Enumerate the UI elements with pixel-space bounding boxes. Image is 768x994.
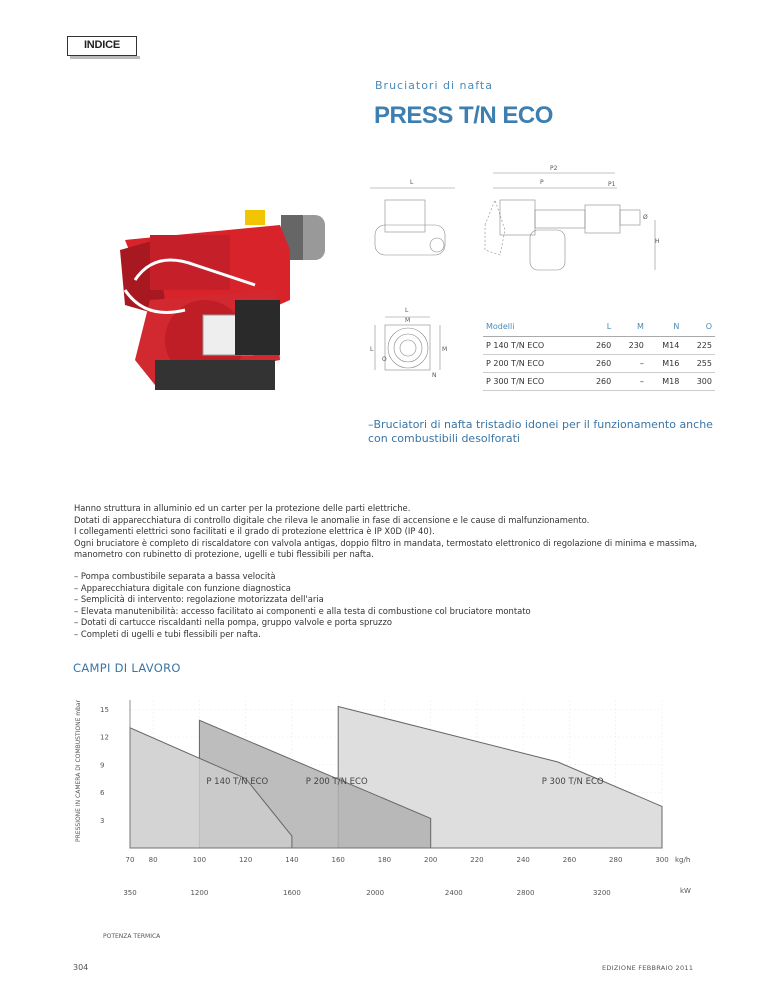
- dim-label-p2: P2: [550, 165, 558, 172]
- y-tick-label: 15: [100, 705, 109, 714]
- front-label-l-side: L: [370, 346, 374, 353]
- col-header-l: L: [582, 318, 615, 337]
- side-dimension-drawing: [355, 165, 675, 280]
- col-header-n: N: [647, 318, 682, 337]
- description-paragraph: I collegamenti elettrici sono facilitati e il grado di protezione elettrica è IP X0D (IP 40).: [74, 526, 435, 536]
- table-row: P 300 T/N ECO 260 – M18 300: [483, 373, 715, 391]
- x-tick-label: 280: [609, 856, 623, 864]
- y-tick-label: 12: [100, 733, 109, 742]
- description-paragraph: Ogni bruciatore è completo di riscaldatore con valvola antigas, doppio filtro in mandata, termostato elettronico di regolazione di minima e massima, manometro con rubinetto di protezione, ugelli e tubi flessibili per nafta.: [74, 537, 698, 559]
- table-row: P 140 T/N ECO 260 230 M14 225: [483, 337, 715, 355]
- front-label-l: L: [405, 307, 409, 314]
- dim-label-diam: Ø: [643, 214, 648, 221]
- burner-photo: [95, 190, 345, 415]
- x-secondary-unit-label: kW: [680, 887, 691, 895]
- x-tick-label: 80: [148, 856, 158, 864]
- list-item: – Elevata manutenibilità: accesso facilitato ai componenti e alla testa di combustione col bruciatore montato: [74, 606, 724, 618]
- dim-label-h: H: [655, 238, 660, 245]
- col-header-o: O: [682, 318, 715, 337]
- x-tick-label: 260: [562, 856, 577, 864]
- series-label: P 300 T/N ECO: [541, 777, 604, 788]
- models-table: [483, 318, 715, 391]
- list-item: – Pompa combustibile separata a bassa velocità: [74, 571, 724, 583]
- x-tick-label: 180: [377, 856, 392, 864]
- front-label-m-side: M: [442, 346, 448, 353]
- kw-tick-label: 2400: [444, 889, 463, 897]
- x-tick-label: 100: [192, 856, 207, 864]
- front-label-n: N: [432, 372, 437, 379]
- tagline: –Bruciatori di nafta tristadio idonei per il funzionamento anche con combustibili desolforati: [368, 418, 713, 445]
- x-tick-label: 140: [285, 856, 299, 864]
- description-paragraph: Dotati di apparecchiatura di controllo digitale che rileva le anomalie in fase di accensione e le cause di malfunzionamento.: [74, 514, 590, 525]
- dim-label-l: L: [410, 179, 414, 186]
- dim-label-p1: P1: [608, 181, 616, 188]
- x-unit-label: kg/h: [675, 856, 691, 864]
- y-tick-label: 6: [100, 789, 105, 797]
- features-list: [74, 571, 724, 641]
- kw-tick-label: 2000: [366, 889, 385, 897]
- y-tick-label: 3: [100, 816, 105, 825]
- list-item: – Completi di ugelli e tubi flessibili per nafta.: [74, 629, 724, 641]
- section-title: CAMPI DI LAVORO: [73, 661, 181, 675]
- description-text: [74, 503, 724, 561]
- x-tick-label: 240: [516, 856, 530, 864]
- y-tick-label: 9: [100, 761, 105, 770]
- list-item: – Dotati di cartucce riscaldanti nella pompa, gruppo valvole e porta spruzzo: [74, 617, 724, 629]
- page-number: 304: [73, 963, 89, 972]
- y-axis-label: PRESSIONE IN CAMERA DI COMBUSTIONE mbar: [75, 699, 82, 842]
- kw-tick-label: 3200: [592, 889, 611, 897]
- category-label: Bruciatori di nafta: [375, 79, 493, 92]
- dim-label-p: P: [540, 179, 544, 186]
- front-label-m: M: [405, 317, 411, 324]
- col-header-m: M: [614, 318, 647, 337]
- x-axis-secondary-label: POTENZA TERMICA: [103, 933, 161, 940]
- list-item: – Apparecchiatura digitale con funzione diagnostica: [74, 583, 724, 595]
- description-paragraph: Hanno struttura in alluminio ed un carter per la protezione delle parti elettriche.: [74, 503, 411, 513]
- working-range-chart: [70, 690, 750, 940]
- list-item: – Semplicità di intervento: regolazione motorizzata dell'aria: [74, 594, 724, 606]
- table-row: P 200 T/N ECO 260 – M16 255: [483, 355, 715, 373]
- x-tick-label: 300: [655, 856, 669, 864]
- page-title: PRESS T/N ECO: [374, 102, 553, 129]
- kw-tick-label: 350: [123, 889, 137, 897]
- front-flange-drawing: [360, 305, 455, 390]
- x-tick-label: 220: [470, 856, 484, 864]
- series-label: P 140 T/N ECO: [206, 777, 269, 788]
- kw-tick-label: 2800: [516, 889, 535, 897]
- x-tick-label: 160: [331, 856, 345, 864]
- edition-label: EDIZIONE FEBBRAIO 2011: [602, 964, 694, 972]
- x-tick-label: 70: [125, 856, 135, 864]
- col-header-modelli: Modelli: [483, 318, 582, 337]
- kw-tick-label: 1600: [282, 889, 301, 897]
- series-label: P 200 T/N ECO: [305, 777, 368, 788]
- x-tick-label: 200: [424, 856, 438, 864]
- front-label-o: O: [382, 356, 387, 363]
- kw-tick-label: 1200: [190, 889, 209, 897]
- index-button[interactable]: INDICE: [67, 36, 137, 56]
- x-tick-label: 120: [238, 856, 253, 864]
